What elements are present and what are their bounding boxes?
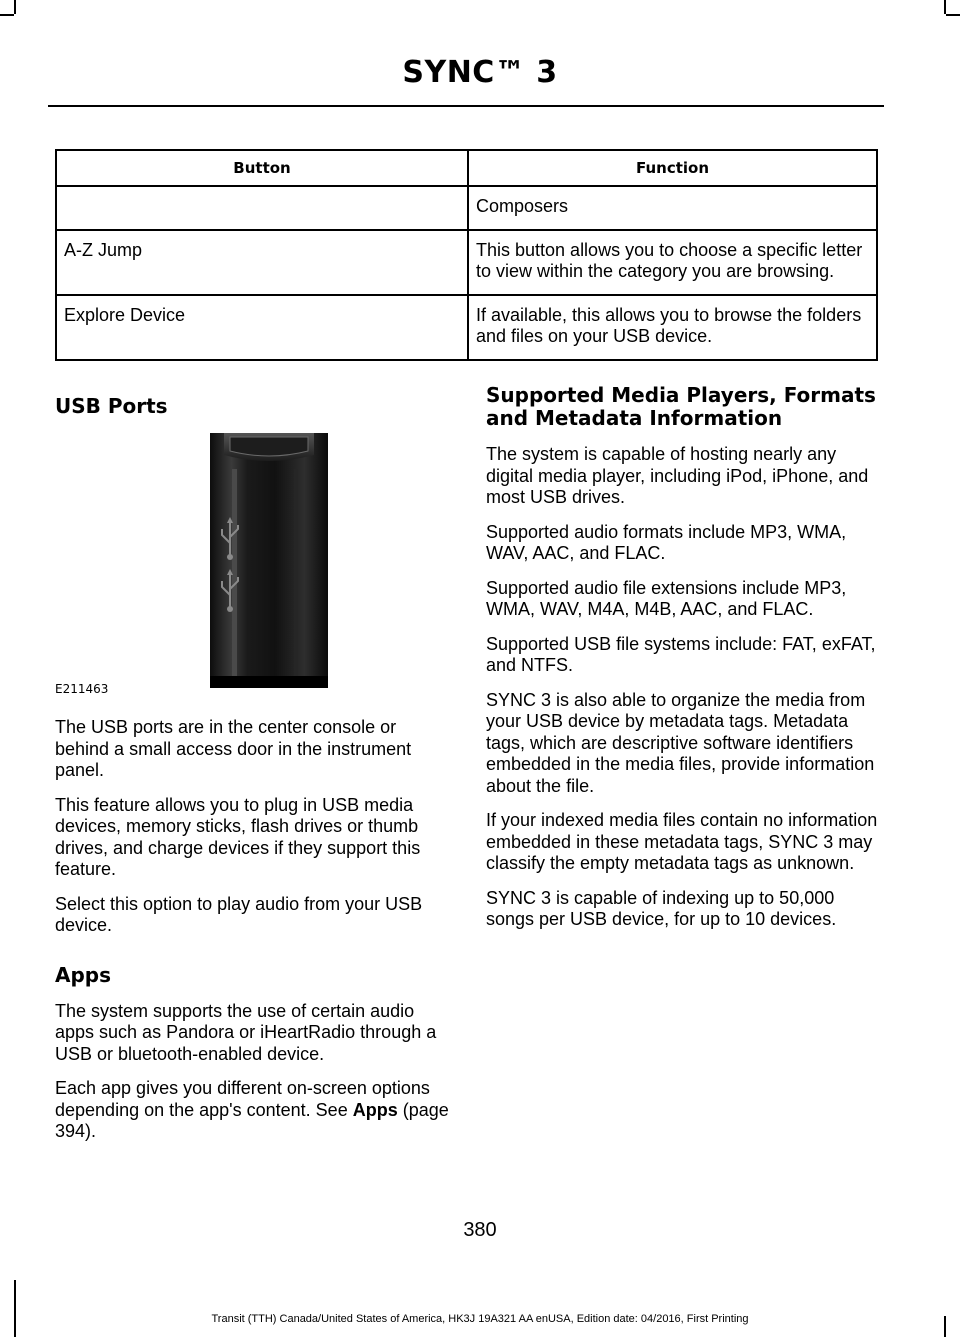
paragraph: The system supports the use of certain audio apps such as Pandora or iHeartRadio through a USB or bluetooth-enabled device. (55, 1000, 437, 1064)
crop-mark (946, 14, 960, 16)
left-column (55, 395, 450, 1156)
table-cell: A-Z Jump (56, 230, 468, 295)
table-row (56, 186, 877, 230)
see-prefix: See (315, 1099, 348, 1120)
paragraph: Select this option to play audio from your USB device. (55, 893, 423, 935)
paragraph: Supported audio formats include MP3, WMA, WAV, AAC, and FLAC. (486, 521, 847, 563)
button-function-table (55, 149, 878, 361)
footer-edition-info: Transit (TTH) Canada/United States of America, HK3J 19A321 AA enUSA, Edition date: 04/2016, First Printing (211, 1313, 749, 1325)
table-cell (56, 186, 468, 230)
crop-mark (0, 14, 14, 16)
page-reference: (page 394). (55, 1099, 449, 1141)
paragraph: Supported USB file systems include: FAT, exFAT, and NTFS. (486, 633, 876, 675)
paragraph: The USB ports are in the center console or behind a small access door in the instrument panel. (55, 717, 412, 780)
paragraph: SYNC 3 is also able to organize the media from your USB device by metadata tags. Metadata tags, which are descriptive software identifiers embedded in the media files, provide information about the file. (486, 689, 875, 796)
crop-mark (944, 0, 946, 14)
table-cell: Explore Device (56, 295, 468, 360)
crop-mark (14, 1280, 16, 1337)
paragraph (55, 1078, 450, 1143)
usb-port-illustration (210, 433, 328, 688)
right-column (486, 384, 880, 944)
usb-ports-figure (55, 433, 335, 696)
apps-heading: Apps (55, 962, 112, 987)
table-row (56, 295, 877, 360)
column-header-function: Function (468, 150, 877, 186)
header-divider (48, 105, 884, 107)
page-number: 380 (463, 1219, 497, 1241)
table-cell: Composers (468, 186, 877, 230)
apps-reference-link[interactable]: Apps (352, 1099, 398, 1120)
usb-ports-heading: USB Ports (55, 394, 168, 418)
paragraph-text: Each app gives you different on-screen options depending on the app's content. (55, 1078, 430, 1120)
paragraph: This feature allows you to plug in USB media devices, memory sticks, flash drives or thumb drives, and charge devices if they support this feature. (55, 794, 421, 879)
table-cell: If available, this allows you to browse the folders and files on your USB device. (468, 295, 877, 360)
figure-code: E211463 (55, 682, 109, 696)
crop-mark (14, 0, 16, 14)
column-header-button: Button (56, 150, 468, 186)
paragraph: Supported audio file extensions include MP3, WMA, WAV, M4A, M4B, AAC, and FLAC. (486, 577, 847, 619)
table-header-row (56, 150, 877, 186)
page-title: SYNC™ 3 (402, 55, 558, 90)
paragraph: SYNC 3 is capable of indexing up to 50,000 songs per USB device, for up to 10 devices. (486, 887, 837, 929)
paragraph: If your indexed media files contain no information embedded in these metadata tags, SYNC 3 may classify the empty metadata tags as unknown. (486, 810, 878, 873)
table-cell: This button allows you to choose a specific letter to view within the category you are browsing. (468, 230, 877, 295)
table-row (56, 230, 877, 295)
paragraph: The system is capable of hosting nearly any digital media player, including iPod, iPhone, and most USB drives. (486, 444, 869, 507)
media-heading: Supported Media Players, Formats and Metadata Information (486, 383, 876, 430)
